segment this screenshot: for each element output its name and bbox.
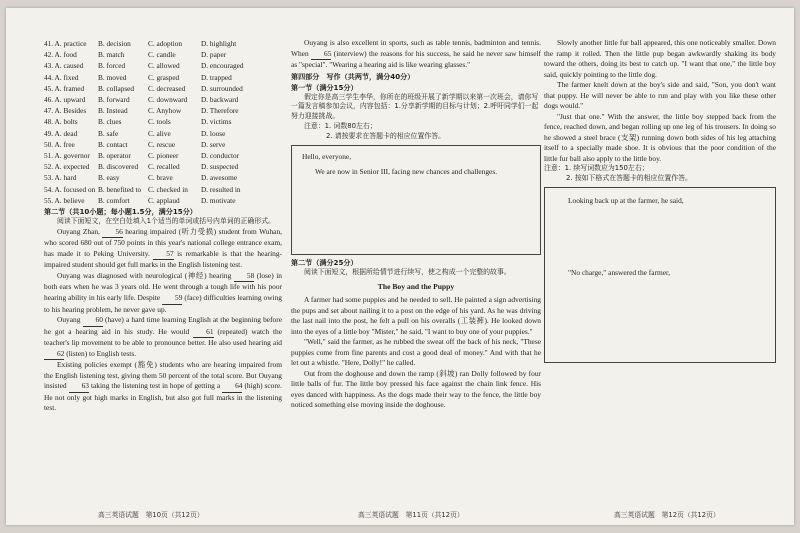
option-cell: 51. A. governor [44,151,90,161]
story-paragraph-5: The farmer knelt down at the boy's side and said, "Son, you don't want that puppy. He will never be able to run and play with you like these other dogs would." [544,80,776,111]
option-cell: 46. A. upward [44,95,86,105]
option-cell: 42. A. food [44,50,77,60]
column-right [544,38,776,366]
option-cell: D. backward [201,95,239,105]
option-cell: 52. A. expected [44,162,90,172]
page-footer-12: 高三英语试题 第12页（共12页） [614,511,720,519]
option-cell: B. forward [98,95,130,105]
option-cell: 44. A. fixed [44,72,79,82]
option-cell: B. Instead [98,106,128,116]
option-cell: D. surrounded [201,83,243,93]
option-row [44,105,282,116]
option-cell: C. grasped [148,72,180,82]
blank-59: 59 [162,293,182,305]
option-cell: C. checked in [148,184,188,194]
story-paragraph-1: A farmer had some puppies and he needed to sell. He painted a sign advertising the pups and set about nailing it to a post on the edge of his yard. As he was driving the last nail into the post, he felt a pull on his overalls (工装裤). He looked down into the eyes of a little boy "Mister," he said, "I want to buy one of your puppies." [291,295,541,336]
option-cell: D. victims [201,117,232,127]
option-cell: C. downward [148,95,188,105]
writing-section-1-title: 第一节（满分15分） [291,82,358,92]
option-row [44,83,282,94]
option-cell: C. recalled [148,162,180,172]
option-cell: B. moved [98,72,127,82]
option-cell: C. Anyhow [148,106,182,116]
blank-57: 57 [153,249,173,261]
exam-sheet [6,8,794,525]
option-cell: B. discovered [98,162,139,172]
continuation-note-1: 注意：1. 续写词数应为150左右； [544,164,649,173]
option-cell: D. conductor [201,151,240,161]
blank-61: 61 [193,327,213,339]
option-cell: D. trapped [201,72,232,82]
option-cell: C. rescue [148,139,176,149]
option-cell: B. benefited to [98,184,142,194]
story-paragraph-4: Slowly another little fur ball appeared, this one noticeably smaller. Down the ramp it rolled. Then the little pup began awkwardly shaking its body toward the others, doing its best to catch up. "I want that one," the little boy said, quickly pointing to the little dog. [544,38,776,79]
option-cell: B. match [98,50,125,60]
option-cell: B. operator [98,151,131,161]
option-cell: C. brave [148,173,173,183]
story-paragraph-6: "Just that one." With the answer, the little boy stepped back from the fence, reached down, and began rolling up one leg of his trousers. In doing so he showed a steel brace (支架) running down both sides of his leg attaching itself to a specially made shoe. It is obvious that the poor condition of the little fur ball also apply to the little boy. [544,111,776,163]
writing-section-1-instructions: 假定你是高三学生李华，你所在的班级开展了新学期以来第一次班会，请你写一篇发言稿参加会议，内容包括：1.分享新学期的目标与计划；2.呼吁同学们一起努力迎接挑战。 [291,92,539,121]
cloze-options-table [44,38,282,206]
writing-section-2-title: 第二节（满分25分） [291,257,358,267]
option-cell: D. resulted in [201,184,241,194]
option-cell: 50. A. free [44,139,75,149]
option-cell: C. decreased [148,83,186,93]
passage-paragraph-5: Ouyang is also excellent in sports, such as table tennis, badminton and tennis. When 65 (interview) the reasons for his success, he said he never saw himself as "special". "Wearing a hearing aid is like wearing glasses." [291,38,541,70]
passage-paragraph-3: Ouyang 60 (have) a hard time learning English at the beginning before he got a hearing aid in his study. He would 61 (repeated) watch the teacher's lip movement to be able to pronounce better. He also used hearing aid 62 (listen) to English tests. [44,315,282,360]
option-cell: D. paper [201,50,227,60]
option-cell: D. serve [201,139,226,149]
option-cell: D. encouraged [201,61,244,71]
option-cell: 53. A. hard [44,173,77,183]
part-4-title: 第四部分 写作（共两节，满分40分） [291,71,415,81]
option-cell: D. loose [201,128,226,138]
option-cell: 55. A. believe [44,195,85,205]
option-cell: B. easy [98,173,120,183]
option-cell: D. motivate [201,195,236,205]
continuation-prompt-1: Looking back up at the farmer, he said, [568,195,684,205]
story-title: The Boy and the Puppy [377,281,455,291]
option-cell: C. allowed [148,61,180,71]
option-row [44,49,282,60]
blank-65: 65 [311,49,331,61]
column-left [44,38,282,414]
option-cell: B. contact [98,139,128,149]
section-2-title: 第二节（共10小题；每小题1.5分，满分15分） [44,207,197,217]
option-cell: 41. A. practice [44,39,87,48]
writing-answer-box-1 [291,145,541,255]
option-cell: 49. A. dead [44,128,78,138]
page-footer-10: 高三英语试题 第10页（共12页） [98,511,204,519]
option-cell: B. safe [98,128,119,138]
writing-note-1: 注意：1. 词数80左右； [304,122,377,131]
box-greeting: Hello, everyone, [302,151,352,161]
option-row [44,150,282,161]
option-row [44,139,282,150]
passage-paragraph-1: Ouyang Zhan, 56 hearing impaired (听力受损) student from Wuhan, who scored 680 out of 750 points in this year's national college entrance exam, has made it to Peking University. 57 is remarkable is that the hearing-impaired student should get full marks in the English listening test. [44,226,282,270]
continuation-prompt-2: "No charge," answered the farmer, [568,268,671,278]
passage-paragraph-2: Ouyang was diagnosed with neurological (神经) hearing 58 (lose) in both ears when he was 3 years old. He went through a tough life with his poor hearing ability in his early life. Despite 59 (face) difficulties learning owing to his hearing problem, he never gave up. [44,270,282,314]
option-cell: 48. A. bolts [44,117,78,127]
writing-note-2: 2. 请按要求在答题卡的相应位置作答。 [326,131,446,140]
blank-63: 63 [69,381,89,393]
option-cell: B. forced [98,61,126,71]
option-row [44,195,282,206]
option-row [44,172,282,183]
option-cell: C. alive [148,128,171,138]
blank-64: 64 [222,381,242,393]
option-cell: 43. A. caused [44,61,84,71]
writing-section-2-instructions: 阅读下面短文，根据所给情节进行续写，使之构成一个完整的故事。 [304,267,511,276]
blank-58: 58 [234,271,254,283]
option-cell: B. clues [98,117,122,127]
option-cell: C. pioneer [148,151,179,161]
option-cell: C. candle [148,50,176,60]
option-row [44,116,282,127]
option-cell: C. adoption [148,39,183,48]
option-cell: D. highlight [201,39,237,48]
option-cell: C. applaud [148,195,180,205]
option-cell: 45. A. framed [44,83,85,93]
option-cell: D. Therefore [201,106,239,116]
option-cell: B. decision [98,39,131,48]
continuation-answer-box [544,187,776,363]
option-cell: B. comfort [98,195,130,205]
option-cell: D. suspected [201,162,239,172]
option-row [44,161,282,172]
page-footer-11: 高三英语试题 第11页（共12页） [358,511,464,519]
blank-60: 60 [83,315,103,327]
passage-paragraph-4: Existing policies exempt (豁免) students who are hearing impaired from the English listening test, giving them 50 percent of the total score. But Ouyang insisted 63 taking the listening test in hope of getting a 64 (high) score. He not only got high marks in English, but also got full marks in the listening test. [44,360,282,413]
option-row [44,128,282,139]
option-cell: 54. A. focused on [44,184,96,194]
option-cell: B. collapsed [98,83,135,93]
story-paragraph-2: "Well," said the farmer, as he rubbed the sweat off the back of his neck, "These puppies come from fine parents and cost a good deal of money." And with that he let out a whistle. "Here, Dolly!" he called. [291,337,541,368]
continuation-note-2: 2. 按如下格式在答题卡的相应位置作答。 [566,173,692,182]
option-cell: 47. A. Besides [44,106,87,116]
column-middle [291,38,541,411]
option-cell: C. tools [148,117,171,127]
option-row [44,184,282,195]
blank-62: 62 [44,349,64,361]
option-row [44,38,282,49]
option-row [44,94,282,105]
story-paragraph-3: Out from the doghouse and down the ramp (斜坡) ran Dolly followed by four little balls of fur. The little boy pressed his face against the chain link fence. His eyes danced with happiness. As the dogs made their way to the fence, the little boy noticed something else moving inside the doghouse. [291,368,541,410]
section-2-instructions: 阅读下面短文，在空白处填入1个适当的单词或括号内单词的正确形式。 [57,217,275,226]
option-row [44,60,282,71]
option-row [44,72,282,83]
box-opening-line: We are now in Senior III, facing new chances and challenges. [315,167,498,177]
blank-56: 56 [102,227,122,239]
option-cell: D. awesome [201,173,238,183]
